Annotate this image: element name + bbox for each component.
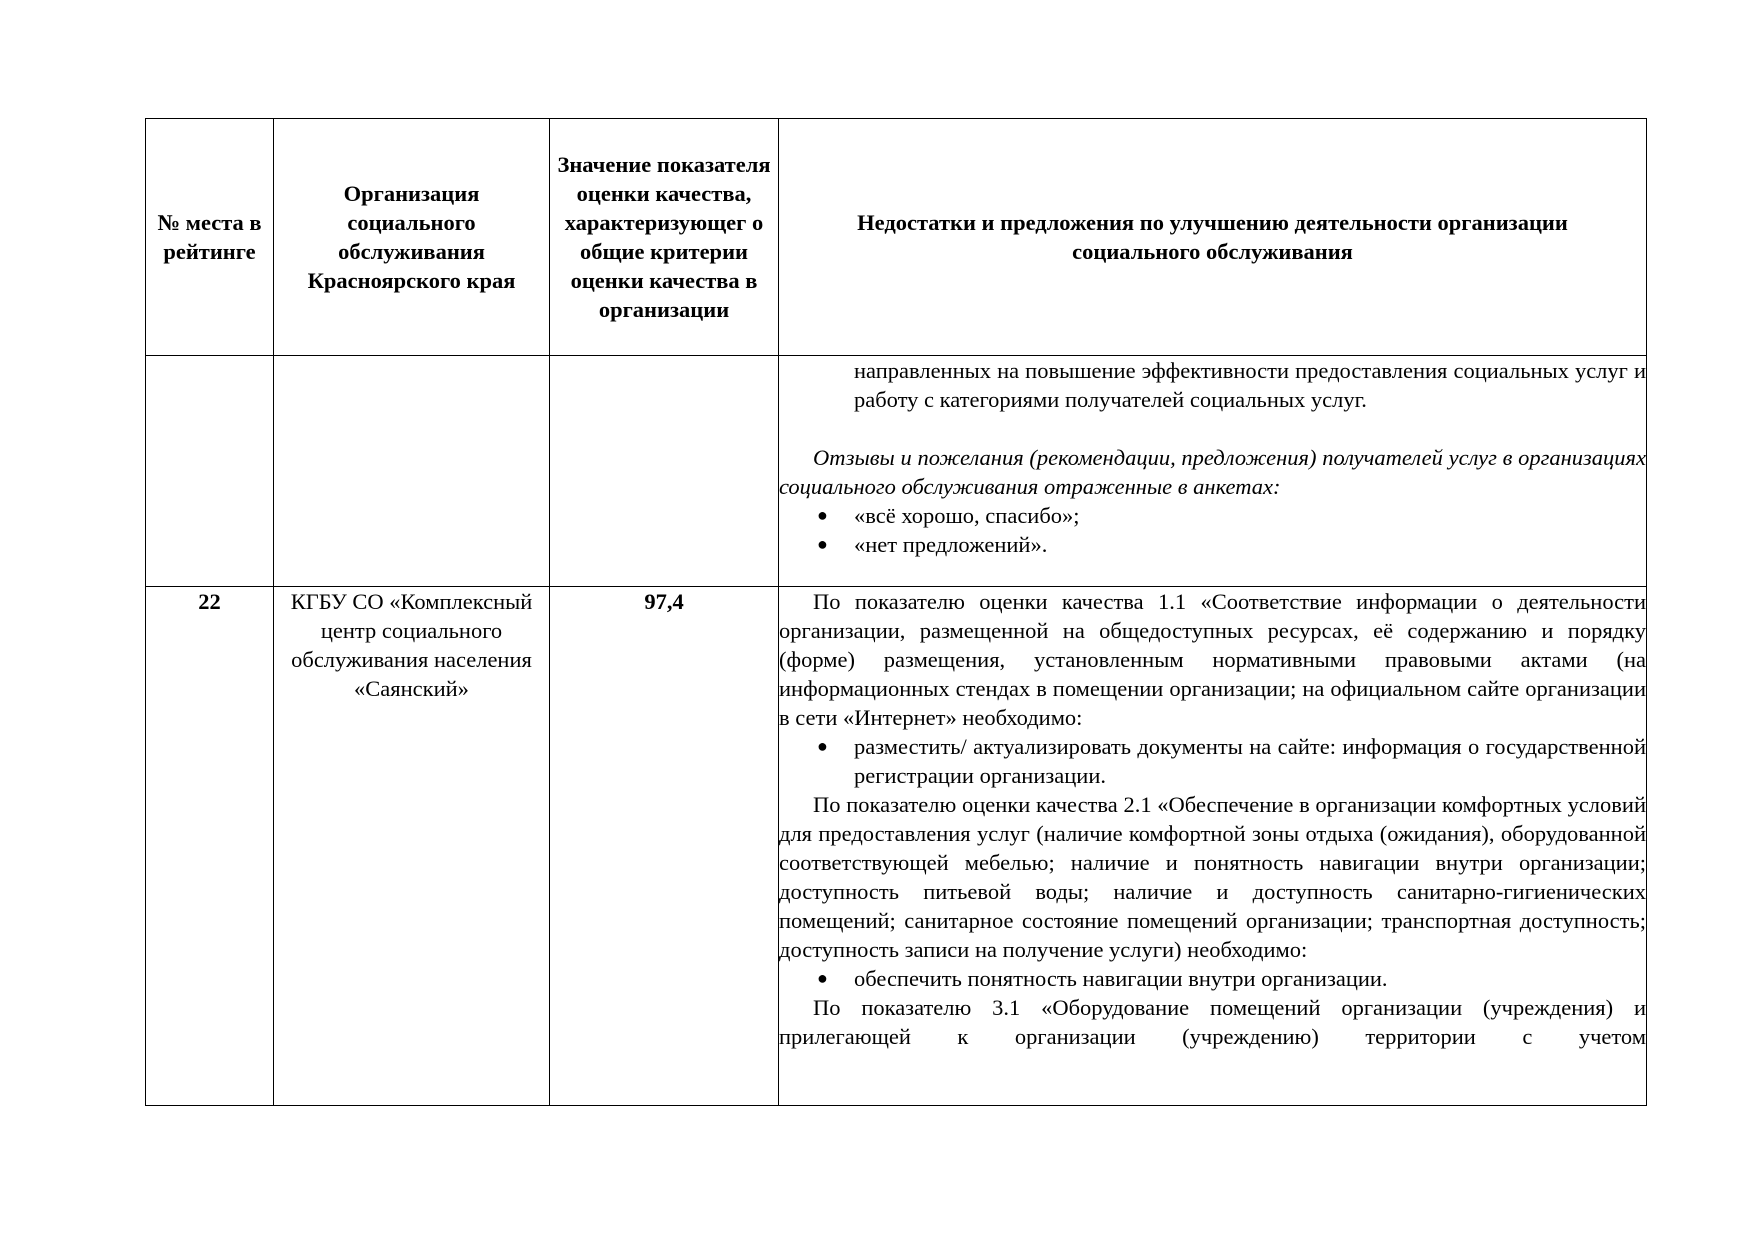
list-item	[779, 501, 1646, 530]
feedback-intro: Отзывы и пожелания (рекомендации, предложения) получателей услуг в организациях социального обслуживания отраженные в анкетах:	[779, 445, 1646, 499]
list-item	[779, 732, 1646, 790]
continued-text: направленных на повышение эффективности предоставления социальных услуг и работу с категориями получателей социальных услуг.	[854, 358, 1646, 412]
bullet-icon: ●	[817, 736, 828, 756]
header-rank: № места в рейтинге	[146, 119, 274, 356]
action-list	[779, 964, 1646, 993]
feedback-list	[779, 501, 1646, 559]
rating-table	[145, 118, 1647, 1106]
table-row	[146, 587, 1647, 1106]
list-item	[779, 530, 1646, 559]
table-row	[146, 356, 1647, 587]
feedback-item: «нет предложений».	[854, 532, 1048, 557]
paragraph-gap	[779, 414, 1646, 443]
indicator-paragraph-1-1: По показателю оценки качества 1.1 «Соответствие информации о деятельности организации, размещенной на общедоступных ресурсах, её содержанию и порядку (форме) размещения, установленным нормативными правовыми актами (на информационных стендах в помещении организации; на официальном сайте организации в сети «Интернет» необходимо:	[779, 589, 1646, 730]
cell-recommendations	[779, 587, 1647, 1106]
header-score: Значение показателя оценки качества, характеризующег о общие критерии оценки качества в организации	[550, 119, 779, 356]
action-list	[779, 732, 1646, 790]
cell-rank: 22	[146, 587, 274, 1106]
document-page	[145, 118, 1646, 1106]
cell-organization-empty	[274, 356, 550, 587]
indicator-paragraph-3-1: По показателю 3.1 «Оборудование помещений организации (учреждения) и прилегающей к организации (учреждению) территории с учетом	[779, 995, 1646, 1049]
cell-recommendations	[779, 356, 1647, 587]
cell-organization: КГБУ СО «Комплексный центр социального обслуживания населения «Саянский»	[274, 587, 550, 1106]
feedback-item: «всё хорошо, спасибо»;	[854, 503, 1080, 528]
cell-rank-empty	[146, 356, 274, 587]
action-item: обеспечить понятность навигации внутри организации.	[854, 966, 1388, 991]
bullet-icon: ●	[817, 505, 828, 525]
bullet-icon: ●	[817, 968, 828, 988]
header-recommendations: Недостатки и предложения по улучшению деятельности организации социального обслуживания	[779, 119, 1647, 356]
cell-score: 97,4	[550, 587, 779, 1106]
cell-score-empty	[550, 356, 779, 587]
list-item	[779, 964, 1646, 993]
table-header-row	[146, 119, 1647, 356]
indicator-paragraph-2-1: По показателю оценки качества 2.1 «Обеспечение в организации комфортных условий для предоставления услуг (наличие комфортной зоны отдыха (ожидания), оборудованной соответствующей мебелью; наличие и понятность навигации внутри организации; доступность питьевой воды; наличие и доступность санитарно-гигиенических помещений; санитарное состояние помещений организации; транспортная доступность; доступность записи на получение услуги) необходимо:	[779, 792, 1646, 962]
action-item: разместить/ актуализировать документы на сайте: информация о государственной регистрации организации.	[854, 734, 1646, 788]
bullet-icon: ●	[817, 534, 828, 554]
header-organization: Организация социального обслуживания Красноярского края	[274, 119, 550, 356]
